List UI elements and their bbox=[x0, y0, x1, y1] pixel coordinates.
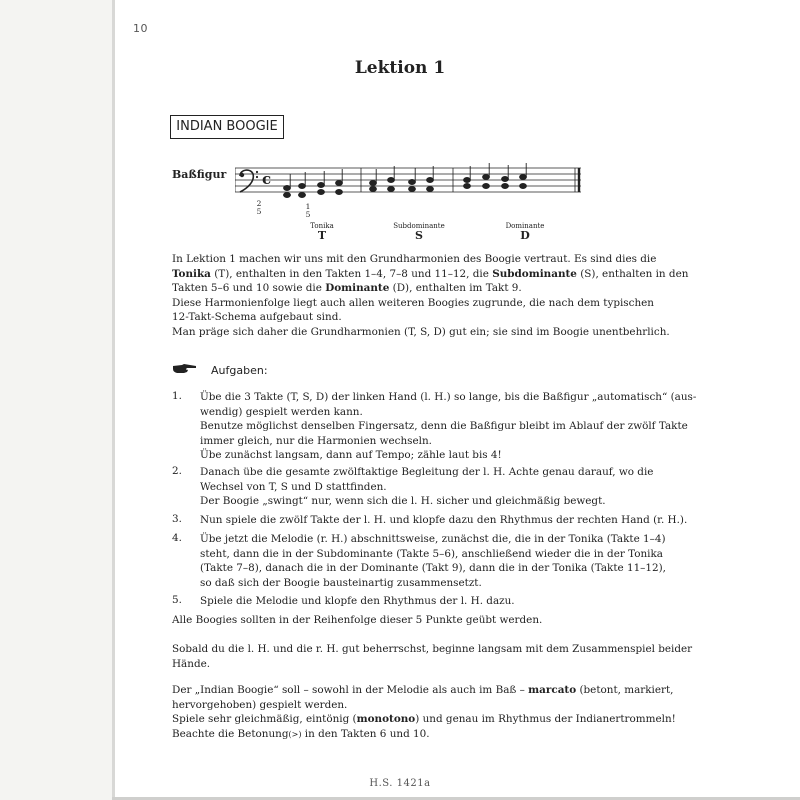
note bbox=[483, 184, 490, 189]
harmony-label-dominante: Dominante bbox=[505, 222, 545, 230]
pointing-hand-icon bbox=[172, 362, 198, 376]
fingering-number: 2 bbox=[256, 199, 262, 208]
note bbox=[427, 187, 434, 192]
intro-line: 12-Takt-Schema aufgebaut sind. bbox=[172, 311, 342, 323]
measure-3-notes bbox=[464, 163, 527, 189]
term-dominante: Dominante bbox=[325, 282, 390, 294]
note bbox=[502, 184, 509, 189]
closing-line: Beachte die Betonung(>) in den Takten 6 und 10. bbox=[172, 727, 430, 740]
intro-line: Takten 5–6 und 10 sowie die Dominante (D), enthalten im Takt 9. bbox=[172, 282, 522, 294]
note bbox=[409, 187, 416, 192]
closing-line: Spiele sehr gleichmäßig, eintönig (monotono) und genau im Rhythmus der Indianertrommeln! bbox=[172, 713, 676, 725]
harmony-label-subdominante: Subdominante bbox=[393, 222, 445, 230]
note bbox=[502, 177, 509, 182]
accent-mark: (>) bbox=[288, 729, 302, 739]
term-marcato: marcato bbox=[528, 684, 577, 696]
harmony-letter-s: S bbox=[415, 229, 423, 242]
term-subdominante: Subdominante bbox=[492, 267, 577, 280]
task-5-text bbox=[200, 594, 632, 609]
note bbox=[284, 186, 291, 191]
task-line: so daß sich der Boogie bausteinartig zusammensetzt. bbox=[200, 576, 482, 589]
fingering-number: 5 bbox=[305, 210, 311, 219]
closing-paragraph bbox=[172, 683, 676, 742]
intro-line: In Lektion 1 machen wir uns mit den Grundharmonien des Boogie vertraut. Es sind dies die bbox=[172, 253, 657, 265]
page-number: 10 bbox=[133, 22, 148, 35]
note bbox=[318, 190, 325, 195]
bass-figure-staff bbox=[235, 158, 595, 204]
note bbox=[318, 183, 325, 188]
task-number: 2. bbox=[172, 465, 182, 477]
task-line: steht, dann die in der Subdominante (Takte 5–6), anschließend wieder die in der Tonika bbox=[200, 547, 664, 560]
intro-line: Tonika (T), enthalten in den Takten 1–4, 7–8 und 11–12, die Subdominante (S), enthalten in den bbox=[172, 267, 689, 280]
note-all-boogies: Alle Boogies sollten in der Reihenfolge dieser 5 Punkte geübt werden. bbox=[172, 614, 543, 626]
fingering-number: 5 bbox=[256, 207, 262, 216]
harmony-label-tonika: Tonika bbox=[310, 222, 334, 230]
note bbox=[370, 187, 377, 192]
fingering-number: 1 bbox=[305, 202, 311, 211]
task-line: Übe zunächst langsam, dann auf Tempo; zähle laut bis 4! bbox=[200, 449, 502, 461]
task-line: Benutze möglichst denselben Fingersatz, denn die Baßfigur bleibt im Ablauf der zwölf Takte bbox=[200, 420, 688, 432]
time-signature: c bbox=[262, 170, 272, 188]
task-number: 1. bbox=[172, 390, 182, 402]
note bbox=[336, 181, 343, 186]
measure-1-notes bbox=[283, 169, 342, 198]
task-line: Wechsel von T, S und D stattfinden. bbox=[200, 480, 387, 493]
measure-2-notes bbox=[370, 166, 434, 192]
note bbox=[520, 175, 527, 180]
piece-title-box: INDIAN BOOGIE bbox=[170, 115, 284, 139]
intro-paragraph bbox=[172, 252, 689, 339]
note bbox=[464, 184, 471, 189]
note bbox=[336, 190, 343, 195]
bass-clef-icon bbox=[240, 170, 258, 192]
term-tonika: Tonika bbox=[172, 267, 211, 280]
task-line: Der Boogie „swingt“ nur, wenn sich die l. H. sicher und gleichmäßig bewegt. bbox=[200, 495, 606, 507]
bass-figure-label: Baßfigur bbox=[172, 168, 227, 181]
note bbox=[370, 181, 377, 186]
intro-line: Man präge sich daher die Grundharmonien (T, S, D) gut ein; sie sind im Boogie unentbehrlich. bbox=[172, 325, 670, 338]
note bbox=[388, 187, 395, 192]
closing-line: hervorgehoben) gespielt werden. bbox=[172, 698, 348, 711]
term-monotono: monotono bbox=[356, 713, 416, 725]
task-2-text bbox=[200, 465, 654, 509]
catalog-footer: H.S. 1421a bbox=[369, 778, 431, 789]
task-4-text bbox=[200, 532, 666, 590]
task-line: (Takte 7–8), danach die in der Dominante (Takt 9), dann die in der Tonika (Takte 11–12), bbox=[200, 562, 666, 574]
note bbox=[409, 180, 416, 185]
task-line: Nun spiele die zwölf Takte der l. H. und klopfe dazu den Rhythmus der rechten Hand (r. H.). bbox=[200, 514, 688, 526]
task-number: 5. bbox=[172, 594, 182, 606]
intro-line: Diese Harmonienfolge liegt auch allen weiteren Boogies zugrunde, die nach dem typischen bbox=[172, 296, 654, 309]
task-line: Danach übe die gesamte zwölftaktige Begleitung der l. H. Achte genau darauf, wo die bbox=[200, 466, 654, 478]
note bbox=[464, 178, 471, 183]
harmony-letter-d: D bbox=[520, 229, 530, 242]
tasks-heading: Aufgaben: bbox=[211, 364, 268, 377]
note bbox=[520, 184, 527, 189]
task-line: Spiele die Melodie und klopfe den Rhythmus der l. H. dazu. bbox=[200, 595, 515, 607]
note bbox=[388, 178, 395, 183]
note bbox=[483, 175, 490, 180]
task-1-text bbox=[200, 390, 697, 463]
harmony-letter-t: T bbox=[317, 229, 327, 242]
page-edge-shadow bbox=[112, 0, 115, 800]
task-line: Übe die 3 Takte (T, S, D) der linken Hand (l. H.) so lange, bis die Baßfigur „automatisch“ (aus- bbox=[200, 391, 697, 403]
task-line: immer gleich, nur die Harmonien wechseln. bbox=[200, 434, 432, 447]
task-number: 3. bbox=[172, 513, 182, 525]
note-hands: Sobald du die l. H. und die r. H. gut beherrschst, beginne langsam mit dem Zusammenspiel beider Hände. bbox=[172, 643, 693, 670]
task-3-text bbox=[200, 513, 688, 528]
note bbox=[299, 184, 306, 189]
closing-line: Der „Indian Boogie“ soll – sowohl in der Melodie als auch im Baß – marcato (betont, markiert, bbox=[172, 684, 674, 696]
task-line: Übe jetzt die Melodie (r. H.) abschnittsweise, zunächst die, die in der Tonika (Takte 1–4) bbox=[200, 533, 666, 545]
note bbox=[427, 178, 434, 183]
task-line: wendig) gespielt werden kann. bbox=[200, 405, 363, 418]
lesson-title: Lektion 1 bbox=[354, 58, 446, 78]
task-number: 4. bbox=[172, 532, 182, 544]
